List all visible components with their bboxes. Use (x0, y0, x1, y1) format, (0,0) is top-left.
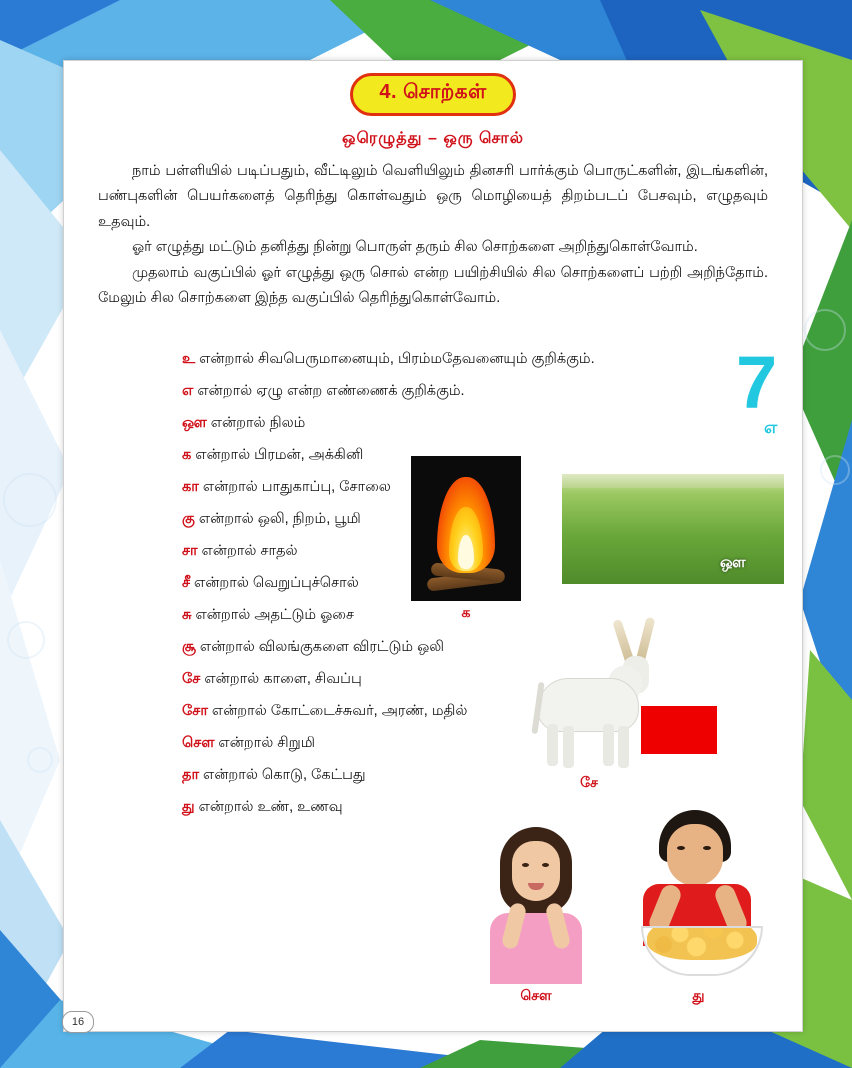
word-meaning: என்றால் கொடு, கேட்பது (203, 767, 366, 783)
list-item (182, 447, 602, 465)
word-letter: து (182, 799, 195, 815)
list-item (182, 351, 602, 369)
list-item (182, 575, 602, 593)
figure-caption: து (692, 987, 705, 1003)
grass-field-image (561, 473, 785, 585)
cow-leg (547, 724, 558, 766)
word-letter: ஔ (182, 415, 207, 431)
list-item (182, 479, 602, 497)
figure-caption: சே (580, 774, 598, 790)
word-letter: க (182, 447, 192, 463)
boy-face (667, 824, 723, 886)
list-item (182, 511, 602, 529)
word-letter: சௌ (182, 735, 215, 751)
intro-paragraphs (98, 159, 768, 311)
word-letter: சீ (182, 575, 191, 591)
word-meaning: என்றால் சாதல் (201, 543, 298, 559)
cow-leg (603, 724, 614, 766)
girl-image (472, 821, 600, 984)
word-meaning: என்றால் நிலம் (210, 415, 306, 431)
list-item (182, 543, 602, 561)
list-item (182, 799, 602, 817)
word-letter: கு (182, 511, 195, 527)
page-number: 16 (62, 1011, 94, 1033)
word-letter: சூ (182, 639, 196, 655)
paragraph-2: ஓர் எழுத்து மட்டும் தனித்து நின்று பொருள் தரும் சில சொற்களை அறிந்துகொள்வோம். (132, 239, 698, 256)
word-meaning: என்றால் சிறுமி (218, 735, 316, 751)
word-meaning: என்றால் விலங்குகளை விரட்டும் ஒலி (199, 639, 445, 655)
paragraph-3: முதலாம் வகுப்பில் ஓர் எழுத்து ஒரு சொல் என்ற பயிற்சியில் சில சொற்களைப் பற்றி அறிந்தோம். மேலும் சில சொற்களை இந்த வகுப்பில் தெரிந்துகொள்வோம். (98, 264, 768, 306)
word-letter: கா (182, 479, 199, 495)
paragraph-1: நாம் பள்ளியில் படிப்பதும், வீட்டிலும் வெளியிலும் தினசரி பார்க்கும் பொருட்களின், இடங்களின், பண்புகளின் பெயர்களைத் தெரிந்து கொள்வதும் ஒரு மொழியைத் திறம்படப் பேசவும், எழுதவும் உதவும். (98, 163, 768, 230)
fire-image (411, 456, 521, 601)
word-letter: சோ (182, 703, 208, 719)
figure-boy-eating-chips (621, 806, 776, 1006)
cow-image (519, 616, 659, 771)
figure-red-swatch (641, 706, 717, 754)
girl-face (512, 841, 560, 901)
section-subtitle: ஒரெழுத்து – ஒரு சொல் (342, 130, 524, 147)
word-letter: சா (182, 543, 198, 559)
word-letter: எ (182, 383, 194, 399)
figure-caption: ஔ (720, 554, 746, 571)
chips-bowl (641, 926, 763, 976)
girl-eye (522, 863, 529, 867)
boy-eye (677, 846, 685, 850)
figure-fire (411, 456, 521, 623)
figure-caption: சௌ (520, 987, 552, 1003)
word-meaning: என்றால் அதட்டும் ஓசை (195, 607, 355, 623)
word-meaning: என்றால் காளை, சிவப்பு (204, 671, 362, 687)
word-letter: சு (182, 607, 192, 623)
figure-caption: க (461, 604, 471, 620)
figure-girl (472, 821, 600, 1006)
big-number-seven: 7 (736, 341, 776, 424)
word-meaning: என்றால் பிரமன், அக்கினி (195, 447, 364, 463)
word-letter: உ (182, 351, 196, 367)
page-sheet (63, 60, 803, 1032)
chapter-title-container (64, 73, 802, 116)
list-item (182, 415, 602, 433)
figure-grass-field (561, 473, 785, 585)
page-title: 4. சொற்கள் (350, 73, 515, 116)
word-meaning: என்றால் பாதுகாப்பு, சோலை (202, 479, 391, 495)
boy-image (621, 806, 776, 984)
girl-eye (542, 863, 549, 867)
word-letter: தா (182, 767, 200, 783)
word-meaning: என்றால் ஒலி, நிறம், பூமி (198, 511, 361, 527)
chips-icon (647, 926, 757, 960)
word-meaning: என்றால் ஏழு என்ற எண்ணைக் குறிக்கும். (197, 383, 465, 399)
word-meaning: என்றால் உண், உணவு (198, 799, 343, 815)
list-item (182, 383, 602, 401)
red-color-swatch (641, 706, 717, 754)
girl-dress (490, 913, 582, 984)
figure-cow (519, 616, 659, 793)
word-meaning: என்றால் சிவபெருமானையும், பிரம்மதேவனையும் குறிக்கும். (199, 351, 595, 367)
word-letter: சே (182, 671, 201, 687)
cow-leg (563, 726, 574, 768)
word-meaning: என்றால் கோட்டைச்சுவர், அரண், மதில் (211, 703, 468, 719)
cow-leg (618, 726, 629, 768)
big-number-label: எ (764, 418, 778, 437)
boy-eye (703, 846, 711, 850)
word-meaning: என்றால் வெறுப்புச்சொல் (194, 575, 359, 591)
